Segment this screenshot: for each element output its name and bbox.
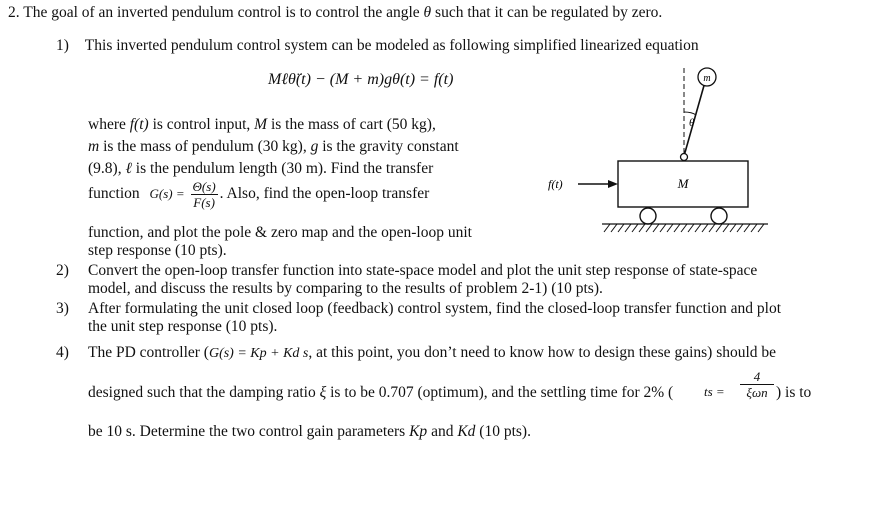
bob-label: m <box>703 73 711 84</box>
where-word: where <box>88 116 126 133</box>
damping-text-b: is to be 0.707 (optimum), and the settling time for 2% ( <box>330 384 674 401</box>
part4-line-3 <box>88 423 531 441</box>
pd-text-a: The PD controller ( <box>88 344 209 361</box>
pendulum-rod <box>684 82 705 156</box>
l-symbol: ℓ <box>125 160 132 177</box>
mass-pendulum-text: is the mass of pendulum (30 kg), <box>103 138 307 155</box>
force-arrowhead <box>608 180 618 188</box>
part1-line-6: step response (10 pts). <box>88 242 227 259</box>
pivot-joint <box>681 154 688 161</box>
function-word: function <box>88 185 140 203</box>
length-text: is the pendulum length (30 m). Find the transfer <box>135 160 434 177</box>
wheel-left <box>640 208 656 224</box>
part1-line-2 <box>88 138 459 156</box>
g-symbol: g <box>310 138 319 155</box>
settling-fraction <box>740 369 774 400</box>
force-label: f(t) <box>548 177 563 191</box>
settling-denominator: ξωn <box>746 385 768 400</box>
f-symbol: f(t) <box>129 116 149 133</box>
ground-hatching <box>604 224 764 232</box>
part1-lead-text: This inverted pendulum control system can be modeled as following simplified linearized equation <box>84 37 699 54</box>
settling-numerator: 4 <box>740 369 774 385</box>
transfer-denominator: F(s) <box>193 195 215 210</box>
settling-lhs: ts = <box>704 384 725 399</box>
part1-line-1 <box>88 116 436 134</box>
problem-statement <box>8 4 662 22</box>
transfer-numerator: Θ(s) <box>192 179 216 194</box>
wheel-right <box>711 208 727 224</box>
control-input-text: is control input, <box>152 116 251 133</box>
equation: Mℓθ̈(t) − (M + m)gθ(t) = f(t) <box>268 71 454 88</box>
part2-line-1: Convert the open-loop transfer function into state-space model and plot the unit step response of state-space <box>88 262 758 279</box>
problem-number: 2. <box>8 4 20 21</box>
cart-label: M <box>677 176 689 191</box>
xi-symbol: ξ <box>319 384 327 401</box>
part3-line-2: the unit step response (10 pts). <box>88 318 278 335</box>
and-word: and <box>431 423 454 440</box>
M-symbol: M <box>254 116 268 133</box>
pd-controller-formula: G(s) = Kp + Kd s <box>208 346 309 361</box>
theta-label: θ <box>689 117 695 129</box>
damping-text-a: designed such that the damping ratio <box>88 384 316 401</box>
part4-line-1 <box>88 344 776 363</box>
gains-text-a: be 10 s. Determine the two control gain parameters <box>88 423 406 440</box>
also-text: . Also, find the open-loop transfer <box>219 185 430 203</box>
mass-cart-text: is the mass of cart (50 kg), <box>270 116 436 133</box>
kp-symbol: Kp <box>409 423 428 440</box>
part1-line-5: function, and plot the pole & zero map and the open-loop unit <box>88 224 472 241</box>
intro-text-b: such that it can be regulated by zero. <box>435 4 663 21</box>
gains-text-b: (10 pts). <box>479 423 531 440</box>
pd-text-b: , at this point, you don’t need to know how to design these gains) should be <box>308 344 777 361</box>
part4-number: 4) <box>56 344 69 361</box>
part2-number: 2) <box>56 262 69 279</box>
part1-lead <box>56 37 699 55</box>
transfer-lhs: G(s) = <box>149 186 185 202</box>
part3-number: 3) <box>56 300 69 317</box>
part2-line-2: model, and discuss the results by comparing to the results of problem 2-1) (10 pts). <box>88 280 603 297</box>
part1-number: 1) <box>56 37 69 54</box>
kd-symbol: Kd <box>457 423 476 440</box>
part3-line-1: After formulating the unit closed loop (feedback) control system, find the closed-loop transfer function and plot <box>88 300 781 317</box>
intro-text-a: The goal of an inverted pendulum control is to control the angle <box>23 4 420 21</box>
inverted-pendulum-diagram <box>540 60 780 245</box>
settling-tail: ) is to <box>776 384 812 401</box>
part1-line-4 <box>88 180 429 209</box>
angle-arc <box>684 112 696 115</box>
part1-line-3 <box>88 160 433 178</box>
transfer-fraction <box>191 180 218 209</box>
gravity-value: (9.8), <box>88 160 122 177</box>
gravity-text: is the gravity constant <box>322 138 459 155</box>
part4-line-2 <box>88 384 673 402</box>
theta-symbol: θ <box>423 4 432 21</box>
m-symbol: m <box>88 138 100 155</box>
